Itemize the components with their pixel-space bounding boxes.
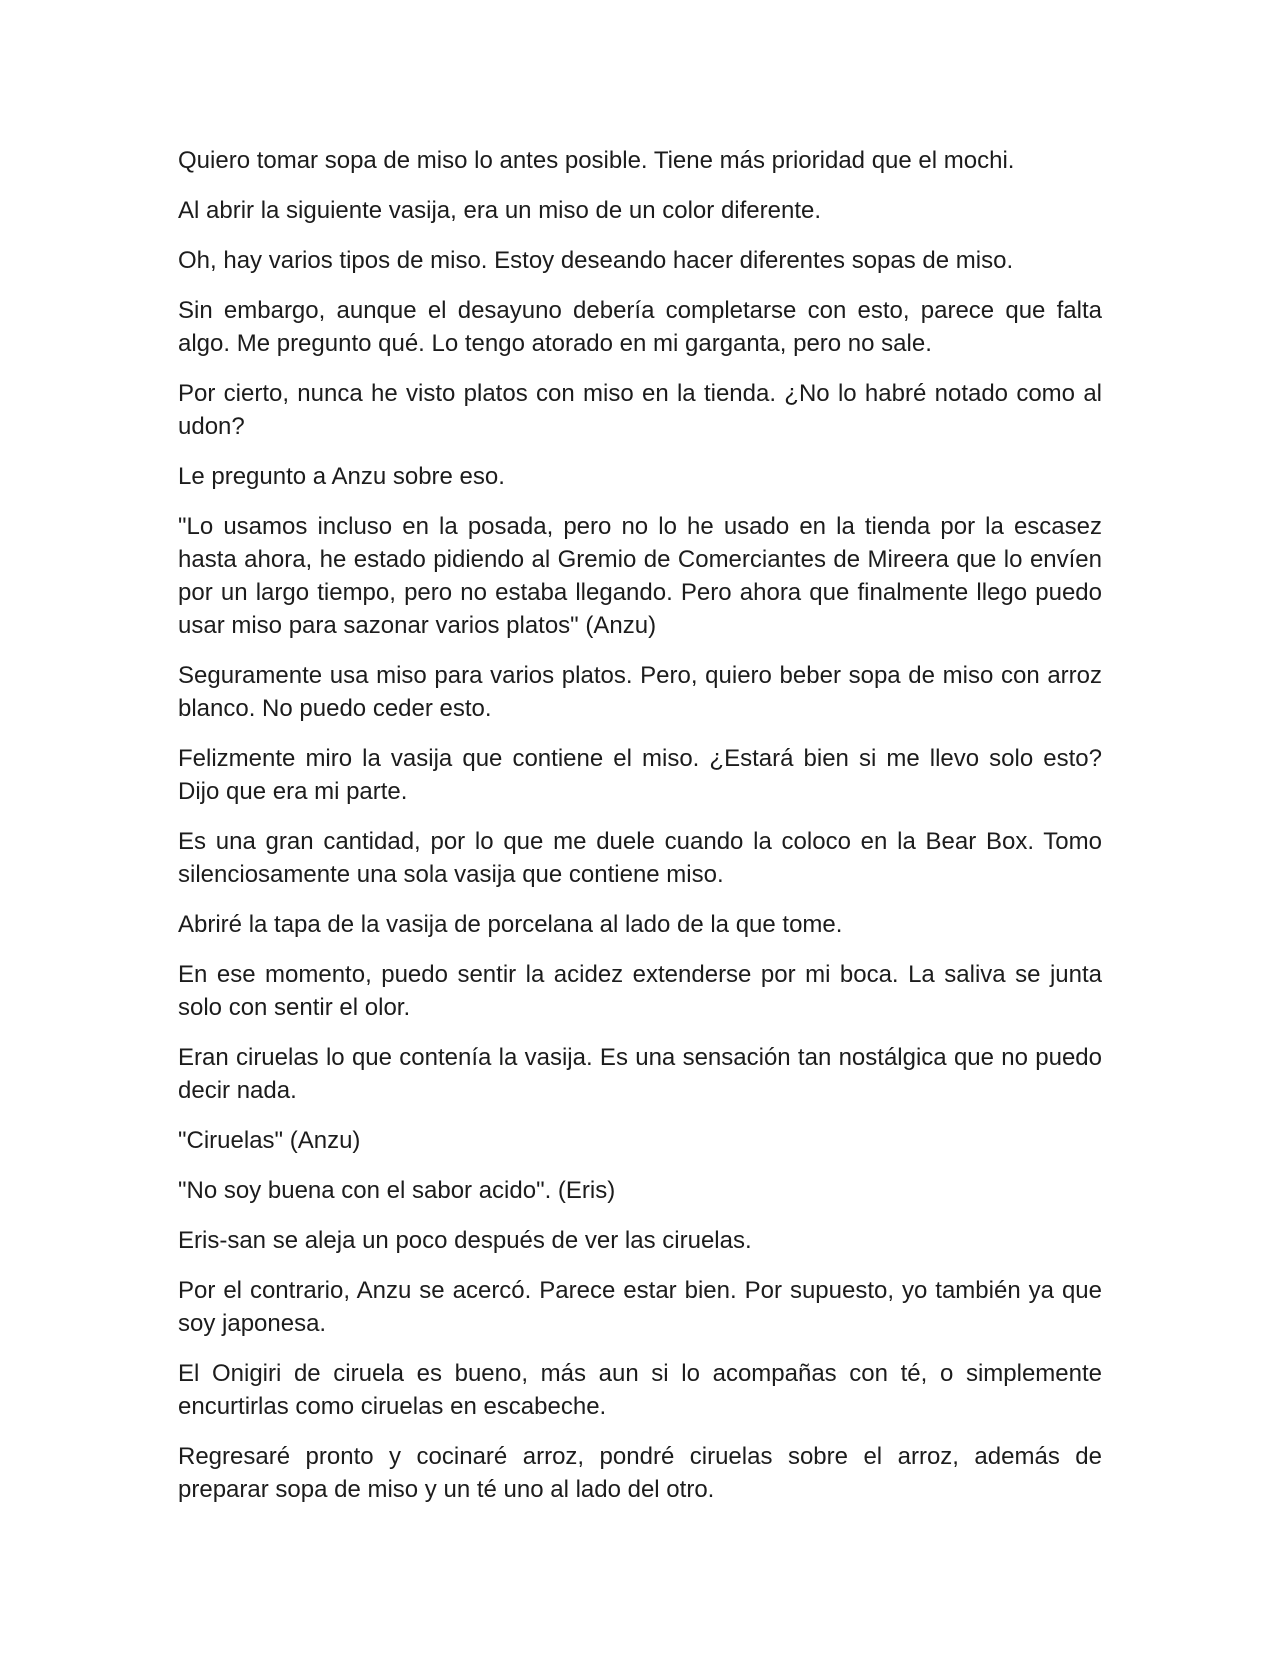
paragraph: "Ciruelas" (Anzu) bbox=[178, 1127, 361, 1154]
paragraph: Regresaré pronto y cocinaré arroz, pondré ciruelas sobre el arroz, además de preparar sopa de miso y un té uno al lado del otro. bbox=[178, 1443, 1102, 1503]
paragraph: Seguramente usa miso para varios platos. Pero, quiero beber sopa de miso con arroz blanco. No puedo ceder esto. bbox=[178, 662, 1102, 722]
paragraph: Eris-san se aleja un poco después de ver las ciruelas. bbox=[178, 1227, 752, 1254]
paragraph: Oh, hay varios tipos de miso. Estoy deseando hacer diferentes sopas de miso. bbox=[178, 247, 1014, 274]
paragraph: Sin embargo, aunque el desayuno debería completarse con esto, parece que falta algo. Me pregunto qué. Lo tengo atorado en mi garganta, pero no sale. bbox=[178, 297, 1102, 357]
paragraph: Abriré la tapa de la vasija de porcelana al lado de la que tome. bbox=[178, 911, 843, 938]
paragraph: Le pregunto a Anzu sobre eso. bbox=[178, 463, 505, 490]
paragraph: Al abrir la siguiente vasija, era un miso de un color diferente. bbox=[178, 197, 822, 224]
paragraph: Por el contrario, Anzu se acercó. Parece estar bien. Por supuesto, yo también ya que soy japonesa. bbox=[178, 1277, 1102, 1337]
paragraph: "Lo usamos incluso en la posada, pero no lo he usado en la tienda por la escasez hasta ahora, he estado pidiendo al Gremio de Comerciantes de Mireera que lo envíen por un largo tiempo, pero no estaba llegando. Pero ahora que finalmente llego puedo usar miso para sazonar varios platos" (Anzu) bbox=[178, 513, 1102, 639]
paragraph: "No soy buena con el sabor acido". (Eris) bbox=[178, 1177, 616, 1204]
paragraph: Por cierto, nunca he visto platos con miso en la tienda. ¿No lo habré notado como al udon? bbox=[178, 380, 1102, 440]
paragraph: Eran ciruelas lo que contenía la vasija. Es una sensación tan nostálgica que no puedo decir nada. bbox=[178, 1044, 1102, 1104]
paragraph: Quiero tomar sopa de miso lo antes posible. Tiene más prioridad que el mochi. bbox=[178, 147, 1015, 174]
paragraph: Felizmente miro la vasija que contiene el miso. ¿Estará bien si me llevo solo esto? Dijo que era mi parte. bbox=[178, 745, 1102, 805]
paragraph: El Onigiri de ciruela es bueno, más aun si lo acompañas con té, o simplemente encurtirlas como ciruelas en escabeche. bbox=[178, 1360, 1102, 1420]
document-page bbox=[178, 144, 1102, 1523]
paragraph: En ese momento, puedo sentir la acidez extenderse por mi boca. La saliva se junta solo con sentir el olor. bbox=[178, 961, 1102, 1021]
paragraph: Es una gran cantidad, por lo que me duele cuando la coloco en la Bear Box. Tomo silenciosamente una sola vasija que contiene miso. bbox=[178, 828, 1102, 888]
